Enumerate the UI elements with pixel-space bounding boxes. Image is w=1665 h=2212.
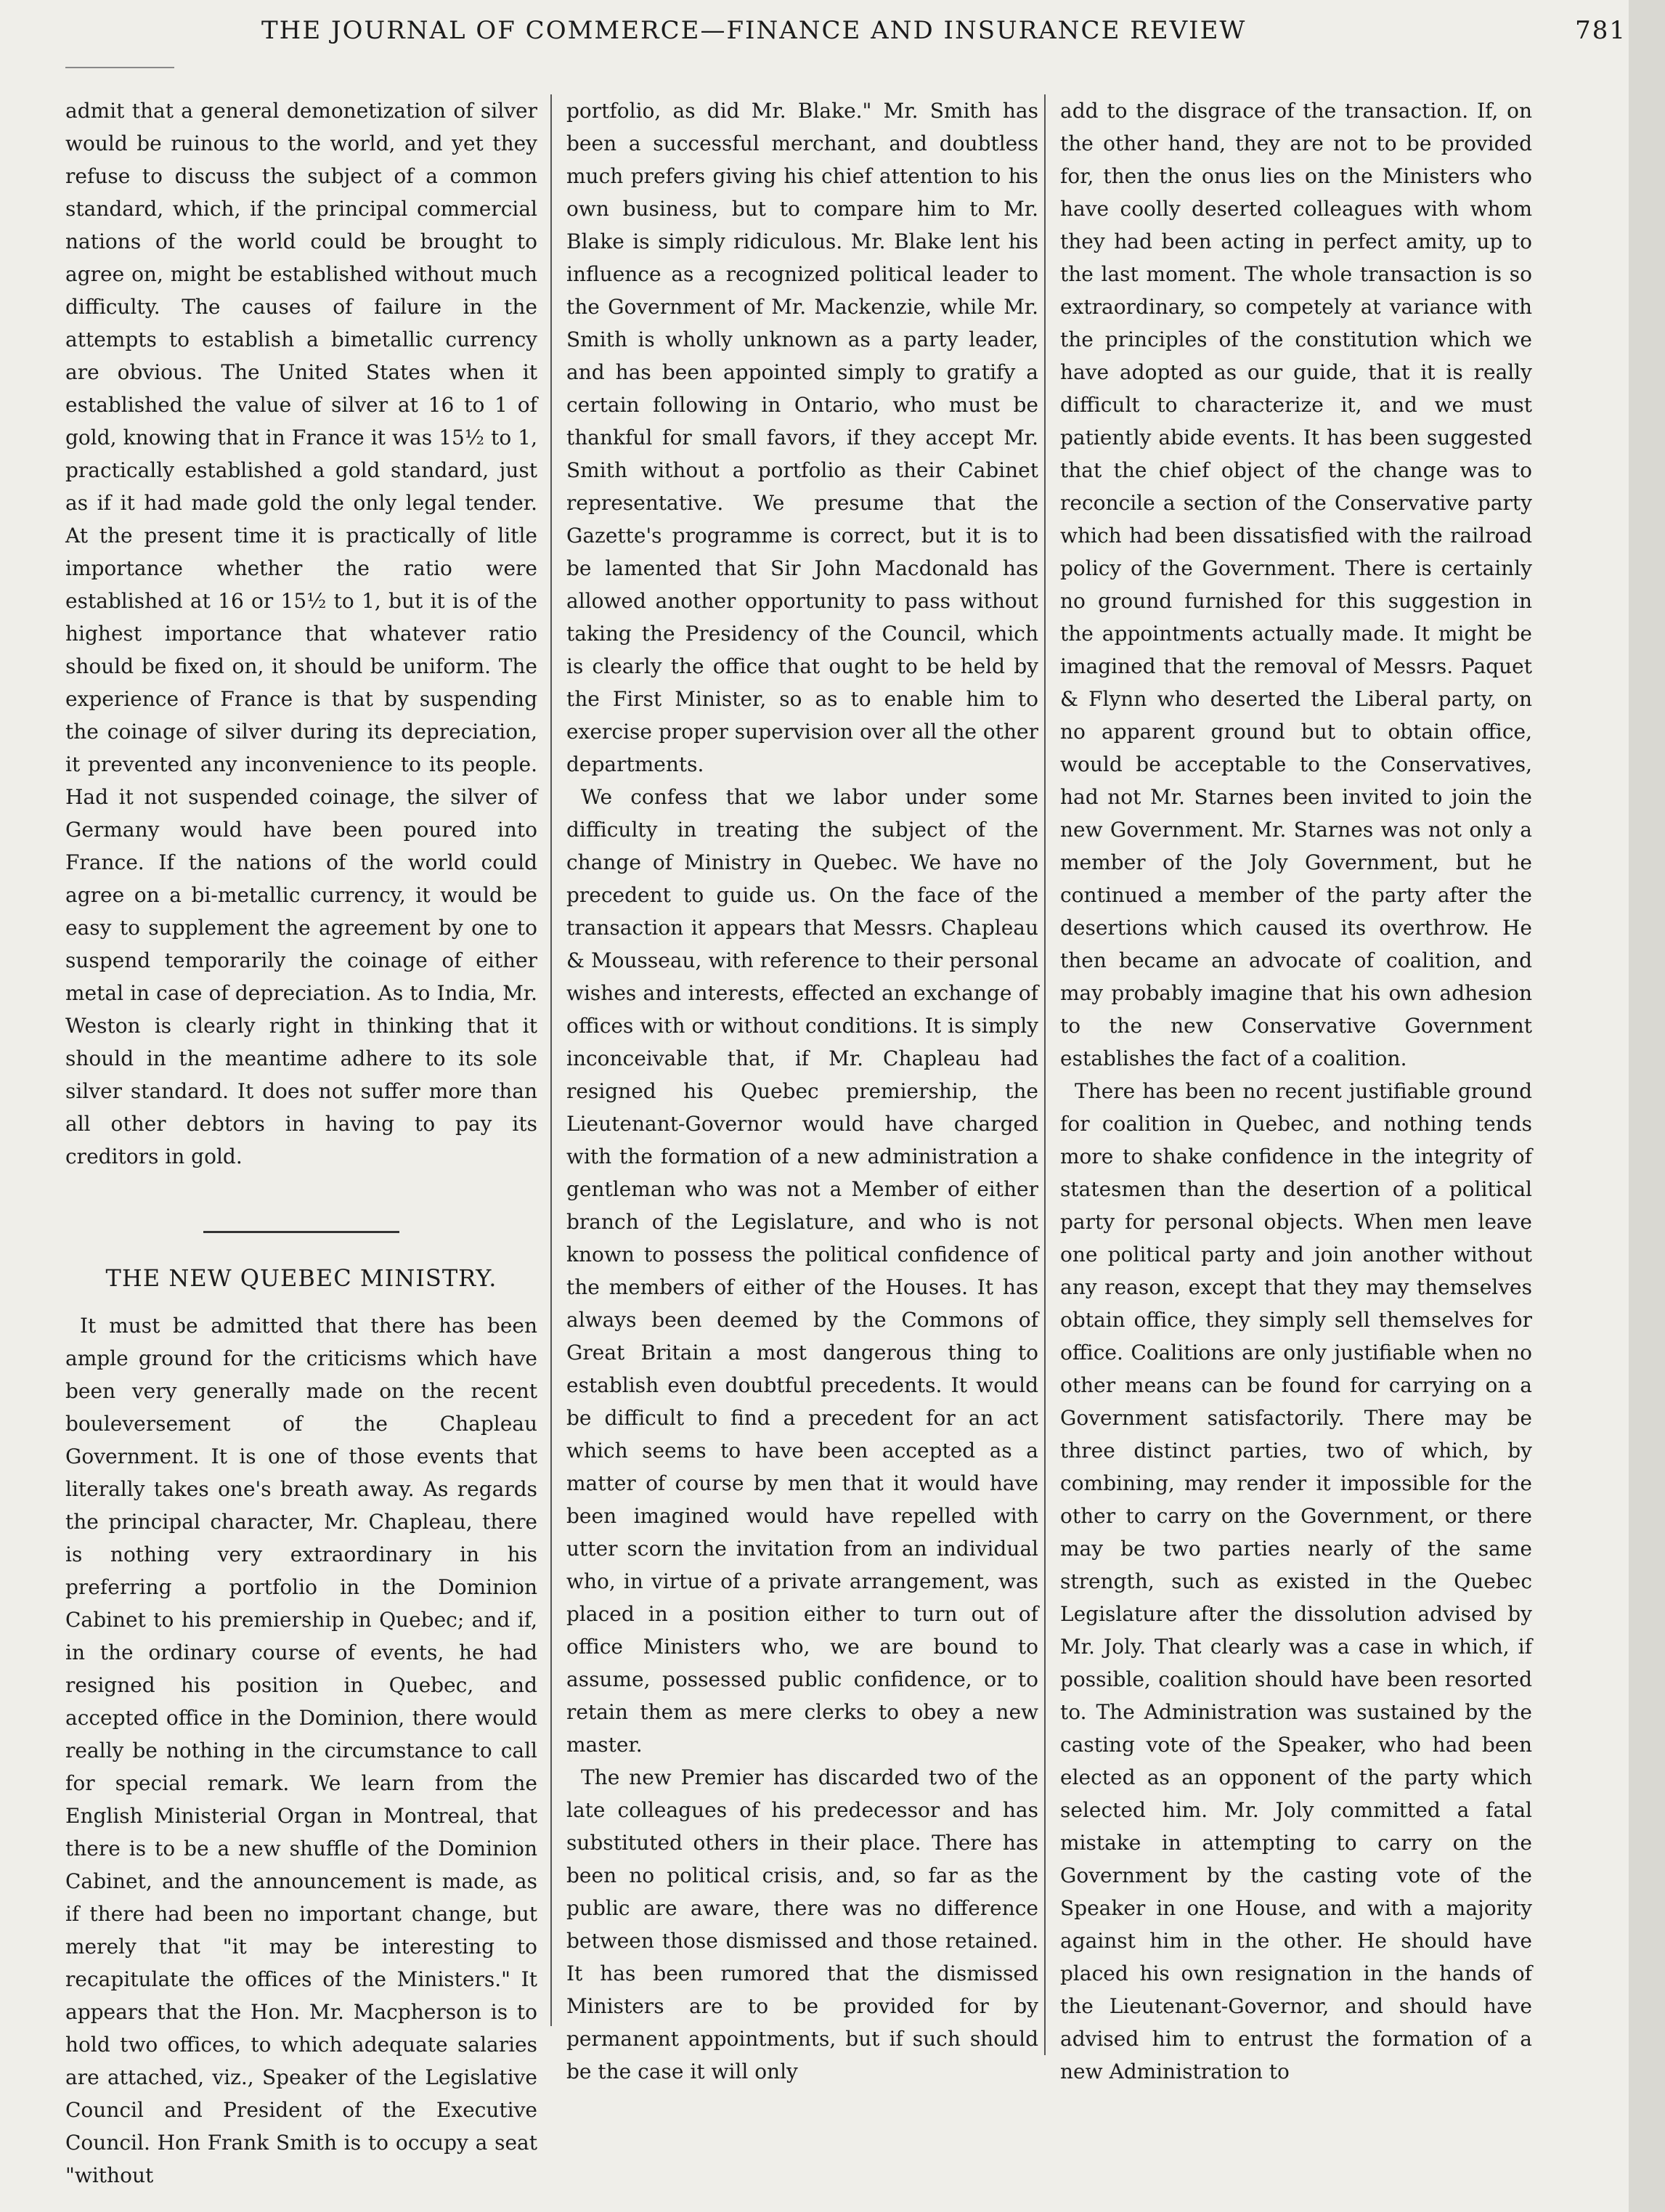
column-2 — [566, 94, 1038, 2157]
section-divider — [203, 1231, 399, 1233]
column-divider-2 — [1044, 94, 1046, 2055]
quebec-ministry-paragraph-5: add to the disgrace of the transaction. If, on the other hand, they are not to be provided for, then the onus lies on the Ministers who have coolly deserted colleagues with whom they had been acting in perfect amity, up to the last moment. The whole transaction is so extraordinary, so competely at variance with the principles of the constitution which we have adopted as our guide, that it is really difficult to characterize it, and we must patiently abide events. It has been suggested that the chief object of the change was to reconcile a section of the Conservative party which had been dissatisfied with the railroad policy of the Government. There is certainly no ground furnished for this suggestion in the appointments actually made. It might be imagined that the removal of Messrs. Paquet & Flynn who deserted the Liberal party, on no apparent ground but to obtain office, would be acceptable to the Conservatives, had not Mr. Starnes been invited to join the new Government. Mr. Starnes was not only a member of the Joly Government, but he continued a member of the party after the desertions which caused its overthrow. He then became an advocate of coalition, and may probably imagine that his own adhesion to the new Conservative Government establishes the fact of a coalition. — [1060, 99, 1532, 1070]
page-edge-shadow — [1629, 0, 1665, 2212]
quebec-ministry-paragraph-6: There has been no recent justifiable ground for coalition in Quebec, and nothing tends more to shake confidence in the integrity of statesmen than the desertion of a political party for personal objects. When men leave one political party and join another without any reason, except that they may themselves obtain office, they simply sell themselves for office. Coalitions are only justifiable when no other means can be found for carrying on a Government satisfactorily. There may be three distinct parties, two of which, by combining, may render it impossible for the other to carry on the Government, or there may be two parties nearly of the same strength, such as existed in the Quebec Legislature after the dissolution advised by Mr. Joly. That clearly was a case in which, if possible, coalition should have been resorted to. The Administration was sustained by the casting vote of the Speaker, who had been elected as an opponent of the party which selected him. Mr. Joly committed a fatal mistake in attempting to carry on the Government by the casting vote of the Speaker in one House, and with a majority against him in the other. He should have placed his own resignation in the hands of the Lieutenant-Governor, and should have advised him to entrust the formation of a new Administration to — [1060, 1079, 1532, 2083]
journal-title: THE JOURNAL OF COMMERCE—FINANCE AND INSURANCE REVIEW — [261, 16, 1247, 45]
quebec-ministry-paragraph-3: We confess that we labor under some difficulty in treating the subject of the change of Ministry in Quebec. We have no precedent to guide us. On the face of the transaction it appears that Messrs. Chapleau & Mousseau, with reference to their personal wishes and interests, effected an exchange of offices with or without conditions. It is simply inconceivable that, if Mr. Chapleau had resigned his Quebec premiership, the Lieutenant-Governor would have charged with the formation of a new administration a gentleman who was not a Member of either branch of the Legislature, and who is not known to possess the political confidence of the members of either of the Houses. It has always been deemed by the Commons of Great Britain a most dangerous thing to establish even doubtful precedents. It would be difficult to find a precedent for an act which seems to have been accepted as a matter of course by men that it would have been imagined would have repelled with utter scorn the invitation from an individual who, in virtue of a private arrangement, was placed in a position either to turn out of office Ministers who, we are bound to assume, possessed public confidence, or to retain them as mere clerks to obey a new master. — [566, 785, 1038, 1757]
column-divider-1 — [550, 94, 552, 2026]
header-rule — [65, 67, 174, 68]
page-number: 781 — [1575, 16, 1627, 45]
page-header — [261, 16, 1627, 60]
quebec-ministry-paragraph-2: portfolio, as did Mr. Blake." Mr. Smith has been a successful merchant, and doubtless much prefers giving his chief attention to his own business, but to compare him to Mr. Blake is simply ridiculous. Mr. Blake lent his influence as a recognized political leader to the Government of Mr. Mackenzie, while Mr. Smith is wholly unknown as a party leader, and has been appointed simply to gratify a certain following in Ontario, who must be thankful for small favors, if they accept Mr. Smith without a portfolio as their Cabinet representative. We presume that the Gazette's programme is correct, but it is to be lamented that Sir John Macdonald has allowed another opportunity to pass without taking the Presidency of the Council, which is clearly the office that ought to be held by the First Minister, so as to enable him to exercise proper supervision over all the other departments. — [566, 99, 1038, 776]
column-1 — [65, 94, 537, 2187]
quebec-ministry-paragraph-4: The new Premier has discarded two of the late colleagues of his predecessor and has substituted others in their place. There has been no political crisis, and, so far as the public are aware, there was no difference between those dismissed and those retained. It has been rumored that the dismissed Ministers are to be provided for by permanent appointments, but if such should be the case it will only — [566, 1765, 1038, 2083]
column-3 — [1060, 94, 1532, 2157]
quebec-ministry-paragraph-1: It must be admitted that there has been ample ground for the criticisms which have been very generally made on the recent bouleversement of the Chapleau Government. It is one of those events that literally takes one's breath away. As regards the principal character, Mr. Chapleau, there is nothing very extraordinary in his preferring a portfolio in the Dominion Cabinet to his premiership in Quebec; and if, in the ordinary course of events, he had resigned his position in Quebec, and accepted office in the Dominion, there would really be nothing in the circumstance to call for special remark. We learn from the English Ministerial Organ in Montreal, that there is to be a new shuffle of the Dominion Cabinet, and the announcement is made, as if there had been no important change, but merely that "it may be interesting to recapitulate the offices of the Ministers." It appears that the Hon. Mr. Macpherson is to hold two offices, to which adequate salaries are attached, viz., Speaker of the Legislative Council and President of the Executive Council. Hon Frank Smith is to occupy a seat "without — [65, 1314, 537, 2187]
bimetallism-paragraph: admit that a general demonetization of silver would be ruinous to the world, and yet they refuse to discuss the subject of a common standard, which, if the principal commercial nations of the world could be brought to agree on, might be established without much difficulty. The causes of failure in the attempts to establish a bimetallic currency are obvious. The United States when it established the value of silver at 16 to 1 of gold, knowing that in France it was 15½ to 1, practically established a gold standard, just as if it had made gold the only legal tender. At the present time it is practically of litle importance whether the ratio were established at 16 or 15½ to 1, but it is of the highest importance that whatever ratio should be fixed on, it should be uniform. The experience of France is that by suspending the coinage of silver during its depreciation, it prevented any inconvenience to its people. Had it not suspended coinage, the silver of Germany would have been poured into France. If the nations of the world could agree on a bi-metallic currency, it would be easy to supplement the agreement by one to suspend temporarily the coinage of either metal in case of depreciation. As to India, Mr. Weston is clearly right in thinking that it should in the meantime adhere to its sole silver standard. It does not suffer more than all other debtors in having to pay its creditors in gold. — [65, 99, 537, 1168]
section-title: THE NEW QUEBEC MINISTRY. — [105, 1264, 497, 1292]
